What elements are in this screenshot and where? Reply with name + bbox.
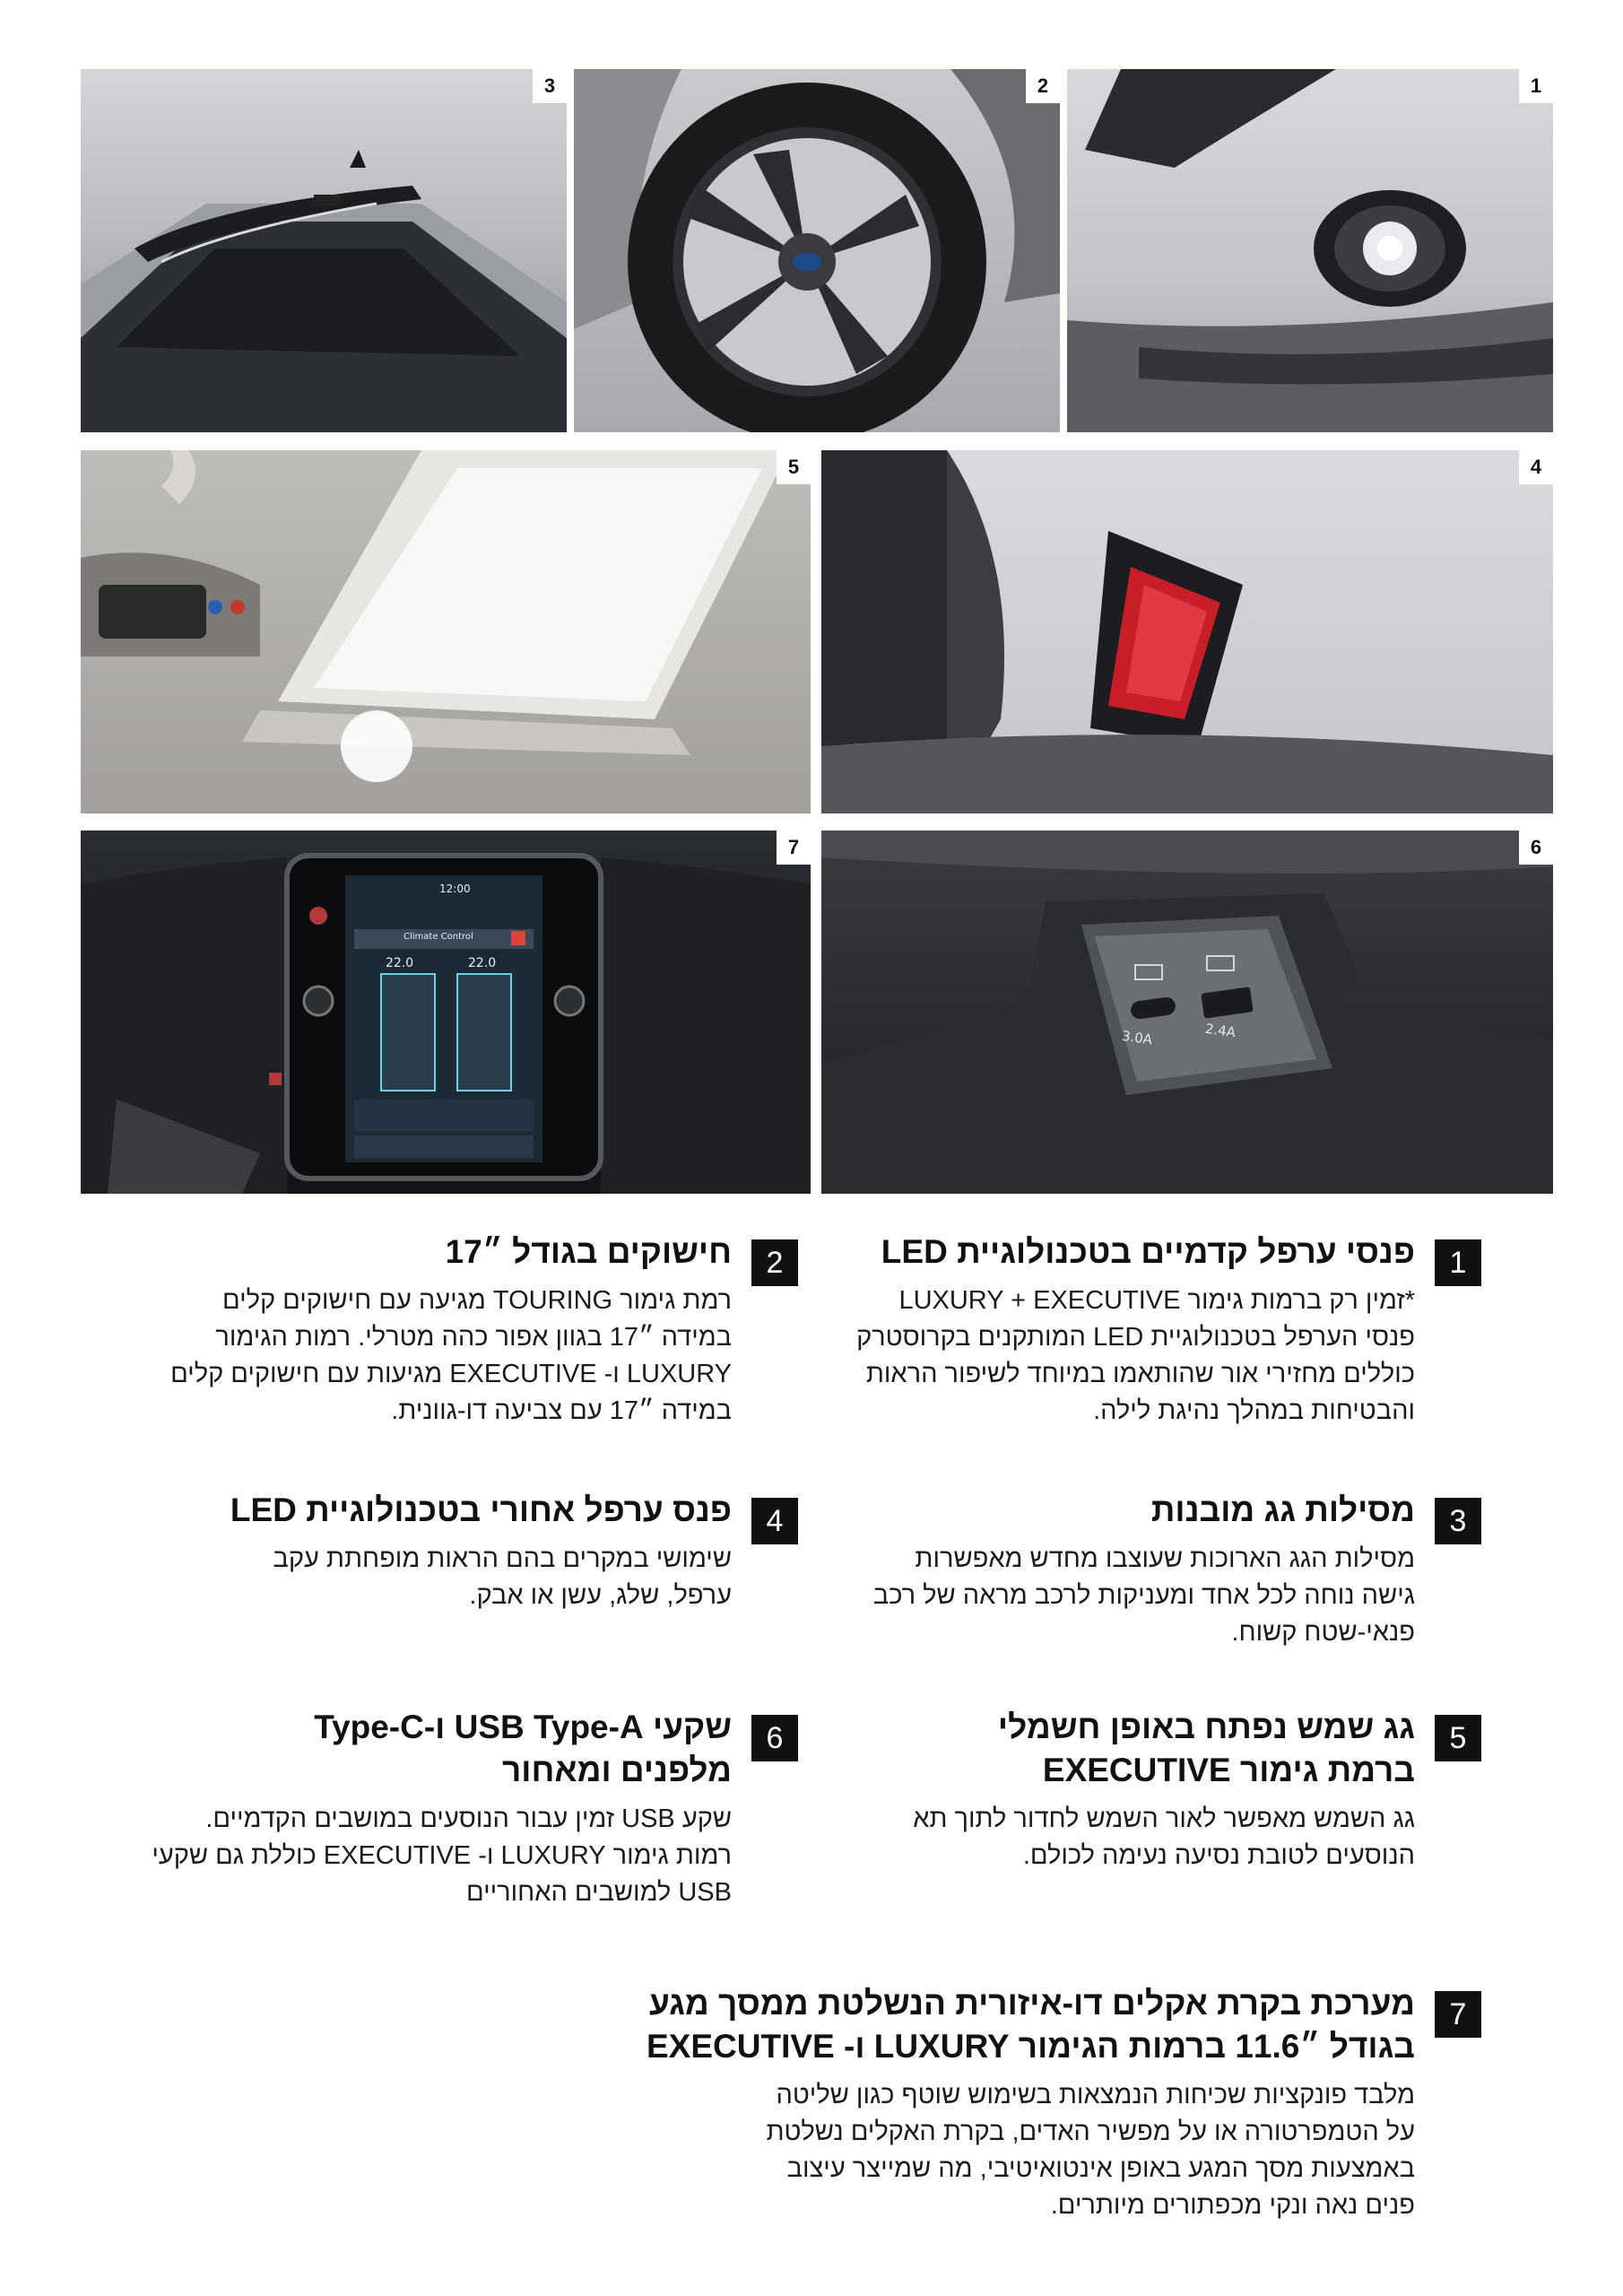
usb-label-right: 2.4A	[1203, 1020, 1237, 1041]
photo-number: 3	[533, 69, 567, 103]
screen-time: 12:00	[439, 883, 471, 895]
feature-6	[99, 1706, 798, 1911]
feature-title: שקעי USB Type-A ו-Type-C מלפנים ומאחור	[314, 1709, 732, 1788]
feature-title: מערכת בקרת אקלים דו-איזורית הנשלטת ממסך מגע בגודל ״11.6 ברמות הגימור LUXURY ו- EXECUTIVE	[647, 1985, 1415, 2065]
photo-touchscreen	[81, 831, 811, 1194]
usb-ports-illustration	[821, 831, 1553, 1194]
feature-title: מסילות גג מובנות	[1150, 1492, 1415, 1528]
feature-body: מסילות הגג הארוכות שעוצבו מחדש מאפשרות גישה נוחה לכל אחד ומעניקות לרכב מראה של רכב פנאי-שטח קשוח.	[872, 1544, 1415, 1647]
photo-sunroof	[81, 450, 811, 813]
feature-title: גג שמש נפתח באופן חשמלי ברמת גימור EXECUTIVE	[997, 1709, 1415, 1788]
feature-number: 4	[751, 1498, 798, 1544]
photo-rear-fog-light	[821, 450, 1553, 813]
feature-3	[834, 1489, 1481, 1651]
feature-body: גג השמש מאפשר לאור השמש לחדור לתוך תא הנוסעים לטובת נסיעה נעימה לכולם.	[913, 1805, 1415, 1870]
fog-light-illustration	[1067, 69, 1553, 432]
photo-number: 1	[1519, 69, 1553, 103]
feature-5	[834, 1706, 1481, 1874]
screen-temp-left: 22.0	[386, 956, 414, 970]
photo-number: 5	[777, 450, 811, 484]
photo-number: 4	[1519, 450, 1553, 484]
feature-number: 6	[751, 1715, 798, 1761]
feature-7	[628, 1982, 1481, 2224]
feature-body: שקע USB זמין עבור הנוסעים במושבים הקדמיים. רמות גימור LUXURY ו- EXECUTIVE כוללת גם שקעי USB למושבים האחוריים	[152, 1805, 732, 1907]
feature-number: 1	[1435, 1239, 1481, 1286]
feature-number: 7	[1435, 1991, 1481, 2038]
feature-4	[99, 1489, 798, 1614]
photo-number: 6	[1519, 831, 1553, 865]
photo-number: 7	[777, 831, 811, 865]
feature-number: 2	[751, 1239, 798, 1286]
wheel-illustration	[574, 69, 1060, 432]
feature-title: פנס ערפל אחורי בטכנולוגיית LED	[230, 1492, 732, 1528]
screen-title: Climate Control	[404, 932, 473, 942]
feature-number: 3	[1435, 1498, 1481, 1544]
feature-1	[834, 1231, 1481, 1430]
photo-fog-light	[1067, 69, 1553, 432]
feature-title: חישוקים בגודל ״17	[445, 1233, 732, 1270]
feature-number: 5	[1435, 1715, 1481, 1761]
feature-body: *זמין רק ברמות גימור LUXURY + EXECUTIVE פנסי הערפל בטכנולוגיית LED המותקנים בקרוסטרק כוללים מחזירי אור שהותאמו במיוחד לשיפור הראות והבטיחות במהלך נהיגת לילה.	[856, 1286, 1415, 1425]
sunroof-illustration	[81, 450, 811, 813]
roof-rails-illustration	[81, 69, 567, 432]
feature-body: רמת גימור TOURING מגיעה עם חישוקים קלים במידה ״17 בגוון אפור כהה מטרלי. רמות הגימור LUXURY ו- EXECUTIVE מגיעות עם חישוקים קלים במידה ״17 עם צביעה דו-גוונית.	[170, 1286, 732, 1425]
feature-body: שימושי במקרים בהם הראות מופחתת עקב ערפל, שלג, עשן או אבק.	[273, 1544, 732, 1610]
photo-wheel	[574, 69, 1060, 432]
usb-label-left: 3.0A	[1120, 1027, 1154, 1048]
feature-title: פנסי ערפל קדמיים בטכנולוגיית LED	[881, 1233, 1415, 1270]
photo-usb-ports	[821, 831, 1553, 1194]
photo-roof-rails	[81, 69, 567, 432]
feature-2	[99, 1231, 798, 1430]
rear-fog-light-illustration	[821, 450, 1553, 813]
photo-number: 2	[1026, 69, 1060, 103]
screen-temp-right: 22.0	[468, 956, 497, 970]
feature-body: מלבד פונקציות שכיחות הנמצאות בשימוש שוטף כגון שליטה על הטמפרטורה או על מפשיר האדים, בקרת האקלים נשלטת באמצעות מסך המגע באופן אינטואיטיבי, מה שמייצר עיצוב פנים נאה ונקי מכפתורים מיותרים.	[766, 2081, 1415, 2220]
